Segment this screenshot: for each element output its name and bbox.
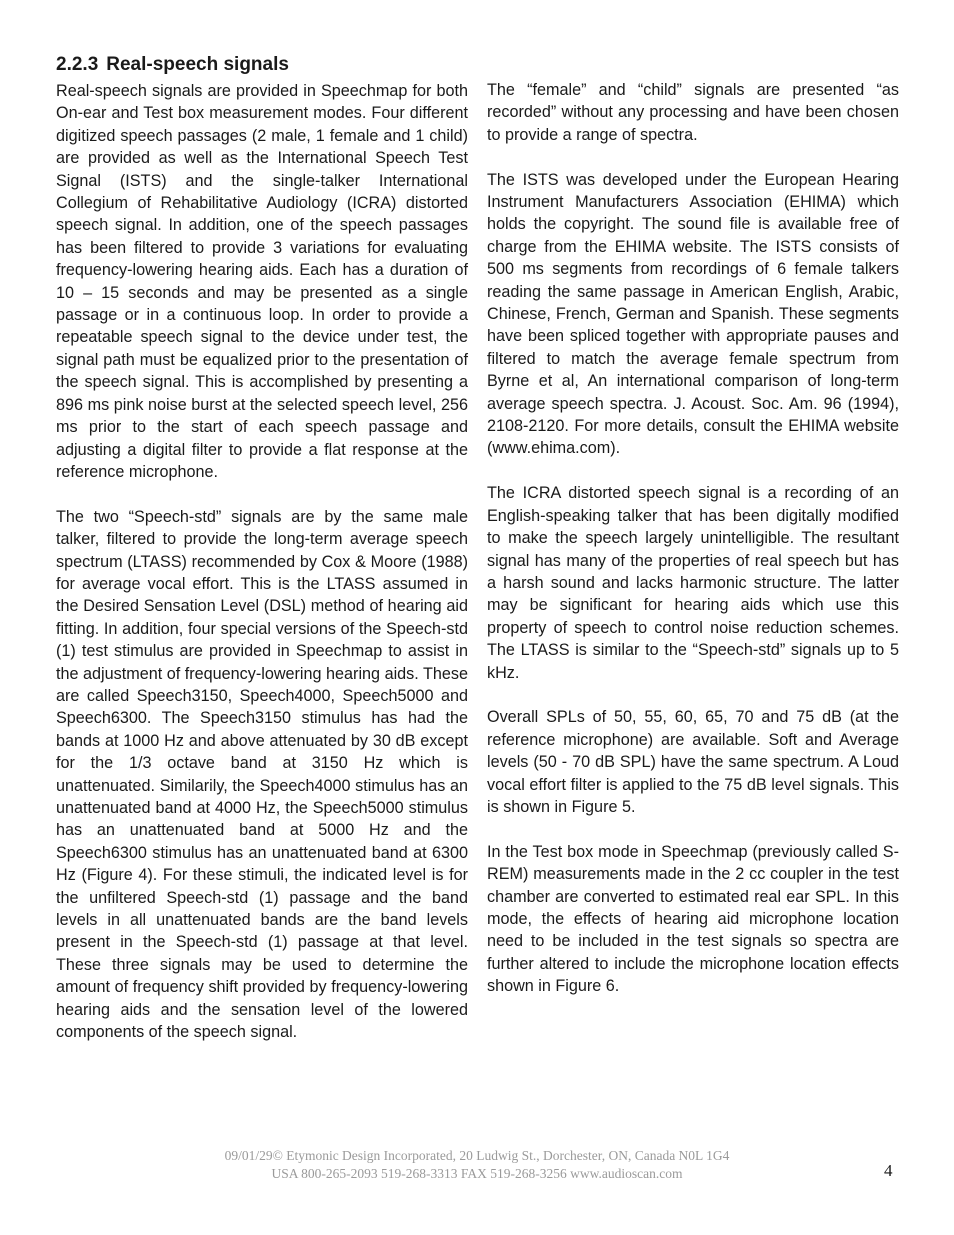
paragraph: The “female” and “child” signals are presented “as recorded” without any processing and have been chosen to provide a range of spectra.: [487, 81, 899, 144]
paragraph: Real-speech signals are provided in Speechmap for both On-ear and Test box measurement modes. Four different digitized speech passages (2 male, 1 female and 1 child) are provided as well as the International Speech Test Signal (ISTS) and the single-talker International Collegium of Rehabilitative Audiology (ICRA) distorted speech signal. In addition, one of the speech passages has been filtered to provide 3 variations for evaluating frequency-lowering hearing aids. Each has a duration of 10 – 15 seconds and may be presented as a single passage or in a continuous loop. In order to provide a repeatable speech signal to the device under test, the signal path must be equalized prior to the presentation of the speech signal. This is accomplished by presenting a 896 ms pink noise burst at the selected speech level, 256 ms prior to the start of each speech passage and adjusting a digital filter to provide a flat response at the reference microphone.: [56, 82, 468, 481]
section-number: 2.2.3: [56, 54, 99, 75]
paragraph: In the Test box mode in Speechmap (previously called S-REM) measurements made in the 2 cc coupler in the test chamber are converted to estimated real ear SPL. In this mode, the effects of hearing aid microphone location need to be included in the test signals so spectra are further altered to include the microphone location effects shown in Figure 6.: [487, 842, 899, 996]
footer-address: 09/01/29© Etymonic Design Incorporated, 20 Ludwig St., Dorchester, ON, Canada N0L 1G4: [224, 1148, 730, 1163]
section-heading: [56, 52, 468, 78]
left-column: [56, 52, 468, 1066]
paragraph: The two “Speech-std” signals are by the same male talker, filtered to provide the long-term average speech spectrum (LTASS) recommended by Cox & Moore (1988) for average vocal effort. This is the LTASS assumed in the Desired Sensation Level (DSL) method of hearing aid fitting. In addition, four special versions of the Speech-std (1) test stimulus are provided in Speechmap to assist in the adjustment of frequency-lowering hearing aids. These are called Speech3150, Speech4000, Speech5000 and Speech6300. The Speech3150 stimulus has had the bands at 1000 Hz and above attenuated by 30 dB except for the 1/3 octave band at 3150 Hz which is unattenuated. Similarily, the Speech4000 stimulus has an unattenuated band at 4000 Hz, the Speech5000 stimulus has an unattenuated band at 5000 Hz and the Speech6300 stimulus has an unattenuated band at 6300 Hz (Figure 4). For these stimuli, the indicated level is for the unfiltered Speech-std (1) passage and the band levels in all unattenuated bands are the band levels present in the Speech-std (1) passage at that level. These three signals may be used to determine the amount of frequency shift provided by frequency-lowering hearing aids and the sensation level of the lowered components of the speech signal.: [56, 507, 468, 1042]
page-number: 4: [884, 1161, 893, 1180]
page-footer: [0, 1147, 954, 1183]
paragraph: The ICRA distorted speech signal is a recording of an English-speaking talker that has been digitally modified to make the speech largely unintelligible. The resultant signal has many of the properties of real speech but has a harsh sound and lacks harmonic structure. The latter may be significant for hearing aids which use this property of speech to control noise reduction schemes. The LTASS is similar to the “Speech-std” signals up to 5 kHz.: [487, 484, 899, 682]
paragraph: The ISTS was developed under the European Hearing Instrument Manufacturers Association (EHIMA) which holds the copyright. The sound file is available free of charge from the EHIMA website. The ISTS consists of 500 ms segments from recordings of 6 female talkers reading the same passage in American English, Arabic, Chinese, French, German and Spanish. These segments have been spliced together with appropriate pauses and filtered to match the average female spectrum from Byrne et al, An international comparison of long-term average speech spectra. J. Acoust. Soc. Am. 96 (1994), 2108-2120. For more details, consult the EHIMA website (www.ehima.com).: [487, 170, 899, 458]
paragraph: Overall SPLs of 50, 55, 60, 65, 70 and 75 dB (at the reference microphone) are available. Soft and Average levels (50 - 70 dB SPL) have the same spectrum. A Loud vocal effort filter is applied to the 75 dB level signals. This is shown in Figure 5.: [487, 708, 899, 816]
footer-contact: USA 800-265-2093 519-268-3313 FAX 519-268-3256 www.audioscan.com: [271, 1166, 683, 1181]
right-column: [487, 79, 899, 1020]
section-title: Real-speech signals: [106, 54, 289, 75]
